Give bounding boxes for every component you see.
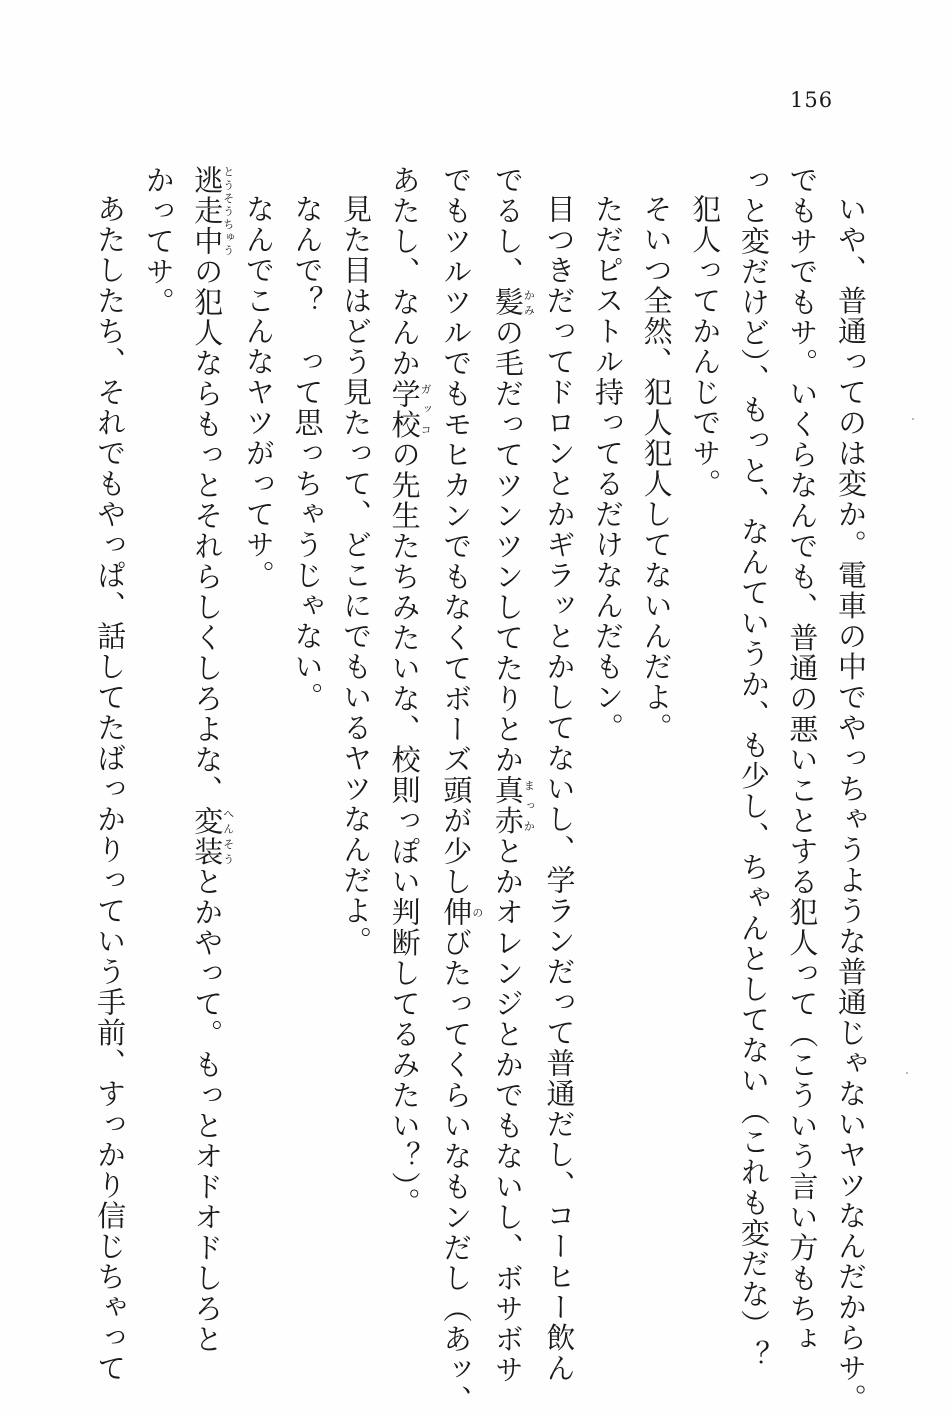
furigana: ガッコ <box>419 378 433 440</box>
furigana: かみ <box>522 287 536 318</box>
text-run: でるし、 <box>490 165 525 287</box>
text-line <box>86 165 135 1384</box>
text-run: ただピストル持ってるだけなんだもン。 <box>591 194 626 743</box>
text-run: かってサ。 <box>141 165 176 318</box>
ruby-word: 髪かみ <box>490 287 536 318</box>
furigana: の <box>470 897 484 928</box>
text-run: の毛だってツンツンしてたりとか <box>490 317 525 775</box>
text-run: 見た目はどう見たって、どこにでもいるヤツなんだよ。 <box>339 194 374 957</box>
text-line <box>380 165 432 1325</box>
text-line <box>535 165 584 1384</box>
text-run: なんで？ って思っちゃうじゃない。 <box>290 194 325 713</box>
ruby-word: 伸の <box>439 897 484 928</box>
text-line <box>778 165 827 1355</box>
text-line <box>331 165 380 1325</box>
text-run: の先生たちみたいな、校則っぽい判断してるみたい？）。 <box>387 439 422 1218</box>
ruby-word: 学校ガッコ <box>387 378 433 440</box>
text-line <box>729 165 778 1371</box>
text-run: でもツルツルでもモヒカンでもなくてボーズ頭が少し <box>439 165 474 897</box>
text-run: いや、普通ってのは変か。電車の中でやっちゃうような普通じゃないヤツなんだからサ。 <box>834 194 868 1414</box>
furigana: へんそう <box>221 805 235 867</box>
text-line <box>134 165 183 1325</box>
text-line <box>483 165 536 1385</box>
text-line <box>283 165 332 1325</box>
ruby-word: 逃走中とうそうちゅう <box>190 165 235 257</box>
page-number: 156 <box>790 88 834 112</box>
text-line <box>826 165 875 1414</box>
text-line <box>583 165 632 1325</box>
text-run: あたし、なんか <box>387 165 422 379</box>
scan-speck <box>906 1072 908 1074</box>
text-run: でもサでもサ。いくらなんでも、普通の悪いことする犯人って（こういう言い方もちょ <box>785 165 820 1355</box>
text-line <box>234 165 283 1325</box>
text-line <box>432 165 484 1416</box>
ruby-word: 真赤まっか <box>490 775 536 836</box>
text-line <box>681 165 730 1325</box>
furigana: とうそうちゅう <box>221 165 235 257</box>
text-run: なんでこんなヤツがってサ。 <box>241 194 276 591</box>
text-run: っと変だけど）、もっと、なんていうか、も少し、ちゃんとしてない（これも変だな）？ <box>736 165 771 1371</box>
text-run: 犯人ってかんじでサ。 <box>688 194 723 499</box>
vertical-text-body <box>93 165 875 1416</box>
ruby-word: 変装へんそう <box>190 805 235 867</box>
text-line <box>632 165 681 1325</box>
text-run: とかやって。もっとオドオドしろと <box>190 866 225 1355</box>
text-run: 目つきだってドロンとかギラッとかしてないし、学ランだって普通だし、コーヒー飲ん <box>542 194 577 1384</box>
text-run: の犯人ならもっとそれらしくしろよな、 <box>190 256 225 806</box>
text-line <box>183 165 235 1355</box>
text-run: そいつ全然、犯人犯人してないんだよ。 <box>639 194 674 743</box>
text-run: びたってくらいなもンだし（あッ、 <box>439 927 474 1416</box>
text-run: とかオレンジとかでもないし、ボサボサ <box>490 836 525 1385</box>
furigana: まっか <box>522 775 536 836</box>
text-run: あたしたち、それでもやっぱ、話してたばっかりっていう手前、すっかり信じちゃって <box>93 194 128 1384</box>
scan-speck <box>912 418 914 420</box>
